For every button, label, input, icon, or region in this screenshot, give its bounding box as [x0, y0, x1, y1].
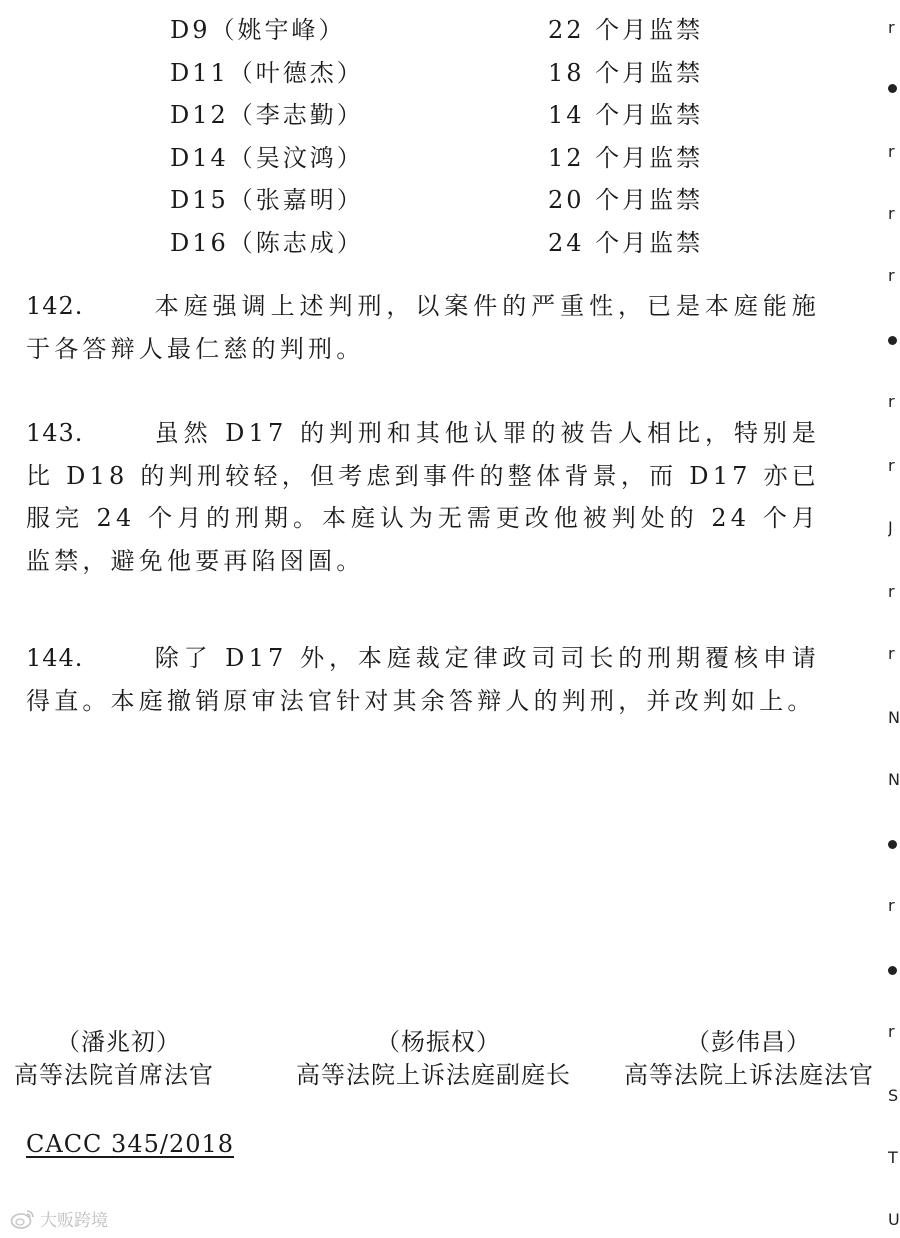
edge-fragment: r [888, 1022, 895, 1041]
paragraph-143 [26, 412, 820, 582]
edge-fragment: r [888, 896, 895, 915]
judge-name: （彭伟昌） [686, 1028, 811, 1056]
next-page-edge [888, 0, 900, 1238]
judge-name: （杨振权） [376, 1028, 501, 1056]
judge-title: 高等法院上诉法庭副庭长 [296, 1061, 571, 1089]
edge-fragment: r [888, 18, 895, 37]
paragraph-number: 144. [26, 644, 84, 672]
sentence-row [170, 12, 730, 55]
edge-fragment: r [888, 266, 895, 285]
edge-fragment: r [888, 204, 895, 223]
paragraph-text: 虽然 D17 的判刑和其他认罪的被告人相比，特别是比 D18 的判刑较轻，但考虑到事件的整体背景，而 D17 亦已服完 24 个月的刑期。本庭认为无需更改他被判处的 24 个月监禁，避免他要再陷囹圄。 [26, 419, 820, 575]
sentence-row [170, 97, 730, 140]
sentence-term: 22 个月监禁 [548, 16, 704, 44]
judge-title: 高等法院上诉法庭法官 [624, 1061, 874, 1089]
defendant-name: D14（吴汶鸿） [170, 143, 364, 172]
edge-dot [888, 840, 897, 849]
edge-fragment: r [888, 142, 895, 161]
defendant-name: D11（叶德杰） [170, 58, 364, 87]
defendant-name: D9（姚宇峰） [170, 16, 346, 44]
defendant-name: D15（张嘉明） [170, 186, 364, 215]
sentence-row [170, 140, 730, 183]
sentence-term: 20 个月监禁 [548, 186, 704, 215]
watermark-text: 大贩跨境 [40, 1211, 108, 1231]
edge-fragment: J [888, 518, 893, 537]
sentence-table [170, 12, 730, 268]
paragraph-text: 本庭强调上述判刑，以案件的严重性，已是本庭能施于各答辩人最仁慈的判刑。 [26, 292, 820, 363]
sentence-term: 12 个月监禁 [548, 143, 704, 172]
edge-fragment: N [888, 708, 900, 727]
sentence-row [170, 225, 730, 268]
sentence-row [170, 55, 730, 98]
case-number: CACC 345/2018 [26, 1130, 235, 1158]
edge-fragment: U [888, 1210, 900, 1229]
paragraph-text: 除了 D17 外，本庭裁定律政司司长的刑期覆核申请得直。本庭撤销原审法官针对其余答辩人的判刑，并改判如上。 [26, 644, 820, 715]
defendant-name: D12（李志勤） [170, 101, 364, 130]
edge-fragment: r [888, 456, 895, 475]
watermark [10, 1206, 108, 1231]
paragraph-number: 143. [26, 419, 84, 447]
edge-fragment: T [888, 1148, 898, 1167]
weibo-logo-icon [10, 1208, 36, 1230]
paragraph-142 [26, 285, 820, 370]
edge-fragment: N [888, 770, 900, 789]
defendant-name: D16（陈志成） [170, 228, 364, 257]
paragraph-144 [26, 637, 820, 722]
sentence-term: 14 个月监禁 [548, 101, 704, 130]
judge-title: 高等法院首席法官 [14, 1061, 214, 1089]
edge-fragment: r [888, 644, 895, 663]
edge-dot [888, 336, 897, 345]
edge-fragment: r [888, 582, 895, 601]
signature-block [0, 1022, 900, 1102]
edge-fragment: r [888, 392, 895, 411]
edge-dot [888, 966, 897, 975]
paragraph-number: 142. [26, 292, 84, 320]
sentence-term: 18 个月监禁 [548, 58, 704, 87]
sentence-term: 24 个月监禁 [548, 228, 704, 257]
judge-name: （潘兆初） [56, 1028, 181, 1056]
sentence-row [170, 182, 730, 225]
edge-fragment: S [888, 1086, 899, 1105]
edge-dot [888, 84, 897, 93]
